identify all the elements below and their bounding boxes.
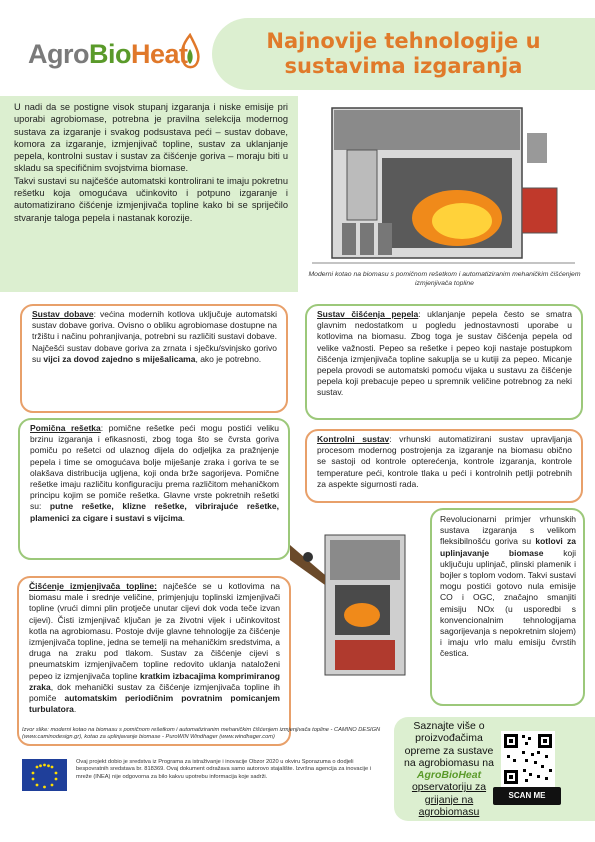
revol-text2: koji uključuju uplinjač, plinski plamenik i bojler s toplom vodom. Takvi sustavi mogu postići gotovo nula emisije CO i OGC, značajno smanjiti emisiju NOx (u usporedbi s konvencionalnim tehnologijama sagorijevanja s nepokretnim slojem) i imaju vrlo malu emisiju čvrstih čestica.: [440, 547, 576, 659]
ciscenje-text2: , dok mehanički sustav za čišćenje izmjenjivača topline ih pomiče: [29, 681, 280, 704]
title-banner: [212, 18, 595, 90]
logo-heat: Heat: [131, 39, 188, 69]
image-source-footnote: Izvor slike: moderni kotao na biomasu s pomičnom rešetkom i automatiziranim mehaničkim čišćenjem izmjenjivača topline - CAMINO DESIGN (www.caminodesign.gr), kotao za uplinjavanje biomase - PuroWIN Windhager (www.windhager.com): [22, 727, 381, 741]
dobave-text1: : većina modernih kotlova uključuje automatski sustav dobave goriva. Ovisno o obliku agrobiomase dostupne na tržištu i načinu pohranjivanja, potrebni su različiti sustavi dobave. Najčešći sustav dobave goriva za zrnata i sječku/svinjsko gorivo su: [32, 309, 277, 364]
qr-logo: AgroBioHeat: [416, 769, 482, 782]
pepela-heading: Sustav čišćenja pepela: [317, 309, 419, 319]
revol-bold1: kotlovi za uplinjavanje biomase: [440, 536, 576, 558]
ciscenje-bold1: kratkim izbacajima komprimiranog zraka: [29, 670, 280, 692]
ciscenje-heading: Čišćenje izmjenjivača topline:: [29, 581, 157, 591]
resetka-text1: : pomične rešetke peći mogu postići veliku brzinu izgaranja i efikasnosti, zbog toga što se čvrsta goriva pomiču po rešetci od ulaznog dijela do odjeljka za pražnjenje pepela i time se omogućava bolje miješanje zraka i goriva te se olakšava distribucija ugljena, koji onda brže sagorijeva. Pomične rešetke imaju različitu konfiguraciju prema različitom mehaničkom principu kojim se pomiče rešetka. Glavne vrste pokretnih rešetki su:: [30, 423, 279, 512]
resetka-bold1: putne rešetke, klizne rešetke, vibrirajuće rešetke, plamenici za cigare i sustavi s vijcima: [30, 501, 279, 523]
box-revolucionarni-primjer: [430, 508, 585, 706]
qr-code-icon[interactable]: [501, 731, 555, 787]
scan-me-label: SCAN ME: [493, 787, 561, 805]
box-pomicna-resetka: [18, 418, 290, 560]
box-ciscenje-izmjenjivaca: [17, 576, 291, 746]
page-title: Najnovije tehnologije u sustavima izgaranja: [266, 29, 541, 78]
intro-panel: [0, 96, 298, 292]
intro-paragraph-2: Takvi sustavi su najčešće automatski kontrolirani te imaju pokretnu rešetku koja omogućava učinkovito i potpuno izgaranje i automatizirano čišćenje izmjenjivača topline kako bi se spriječilo stvaranje taloga pepela i nastanak korozije.: [14, 175, 288, 223]
dobave-heading: Sustav dobave: [32, 309, 94, 319]
boiler-illustration: [312, 103, 575, 267]
ciscenje-text3: .: [73, 704, 77, 715]
hero-caption: Moderni kotao na biomasu s pomičnom rešetkom i automatiziranim mehaničkim čišćenjem izmjenjivača topline: [308, 271, 581, 287]
dobave-bold1: vijci za dovod zajedno s miješalicama: [43, 353, 196, 364]
logo-agro: Agro: [28, 39, 89, 69]
dobave-text2: , ako je potrebno.: [195, 353, 262, 364]
observatory-link[interactable]: opservatoriju za grijanje na agrobiomasu: [411, 781, 487, 819]
eu-flag-icon: [22, 759, 67, 791]
kontrolni-heading: Kontrolni sustav: [317, 434, 390, 444]
intro-paragraph-1: U nadi da se postigne visok stupanj izgaranja i niske emisije pri uporabi agrobiomase, potrebna je pravilna selekcija modernog sustava za izgaranje i svakog podsustava peći – sustav dobave, komora za izgaranje, izmjenjivač topline, sustav za uklanjanje pepela, kontrolni sustav i sustav za čišćenje goriva – moraju biti u skladu sa specifičnim svojstvima biomase.: [14, 102, 288, 174]
logo-bio: Bio: [89, 39, 131, 69]
qr-promo-text: [400, 720, 498, 818]
box-sustav-ciscenja-pepela: [305, 304, 583, 420]
flame-icon: [178, 33, 202, 71]
box-sustav-dobave: [20, 304, 288, 413]
gasification-boiler-illustration: [290, 505, 420, 685]
logo-wordmark: [28, 39, 188, 70]
agrobioheat-logo: [28, 33, 198, 78]
resetka-heading: Pomična rešetka: [30, 423, 101, 433]
revol-text1: Revolucionarni primjer vrhunskih sustava izgaranja s velikom fleksibilnošću goriva su: [440, 514, 576, 547]
kontrolni-text: : vrhunski automatizirani sustav upravljanja procesom modernog postrojenja za izgaranje na biomasu obično se sastoji od kontrole opterećenja, kontrole izgaranja, kontrole temperature peći, kontrole tlaka u peći i kontrolnih petlji potrebnih za aspekte sigurnosti rada.: [317, 434, 572, 489]
resetka-text2: .: [182, 512, 185, 523]
qr-text1: Saznajte više o proizvođačima opreme za sustave na agrobiomasu na: [404, 720, 494, 769]
eu-funding-text: Ovaj projekt dobio je sredstva iz Programa za istraživanje i inovacije Obzor 2020 u okviru Sporazuma o dodjeli bespovratnih sredstava br. 818369. Ovaj dokument odražava samo autorovo stajalište. Izvršna agencija za inovacije i mreže (INEA) nije odgovorna za bilo kakvu upotrebu informacija koje sadrži.: [76, 759, 371, 780]
box-kontrolni-sustav: [305, 429, 583, 503]
ciscenje-bold2: automatskim periodičnim povratnim pomicanjem turbulatora: [29, 693, 280, 715]
ciscenje-text1: najčešće se u kotlovima na biomasu male i srednje veličine, primjenjuju toplinski izmjenjivači topline (vrući dimni plin protječe unutar cijevi dok voda teče izvan cijevi). Čisti izmjenjivač ključan je za životni vijek i učinkovitost kotla na agrobiomasu. Postoje dvije glavne tehnologije za čišćenje izmjenjivača topline, jedna se temelji na mehaničkim sredstvima, a druga na zraku pod tlakom. Sustav za čišćenje cijevi s pneumatskim izmjenjivačem topline redovito uklanja nataloženi pepeo iz izmjenjivača topline: [29, 581, 280, 681]
pepela-text: : uklanjanje pepela često se smatra glavnim nedostatkom u pogledu jednostavnosti uporabe u kotlovima na biomasu. Zbog toga je sustav čišćenja pepela od velike važnosti. Pepeo sa rešetke i pepeo koji nastaje postupkom čišćenja izmjenjivača topline sakuplja se u kutiji za pepeo. Micanje pepela provodi se automatski pomoću vijaka u sustavu za čišćenje pepela koji prebacuje pepeo u spremnik veličine potrebnog za neki sustav.: [317, 309, 573, 398]
